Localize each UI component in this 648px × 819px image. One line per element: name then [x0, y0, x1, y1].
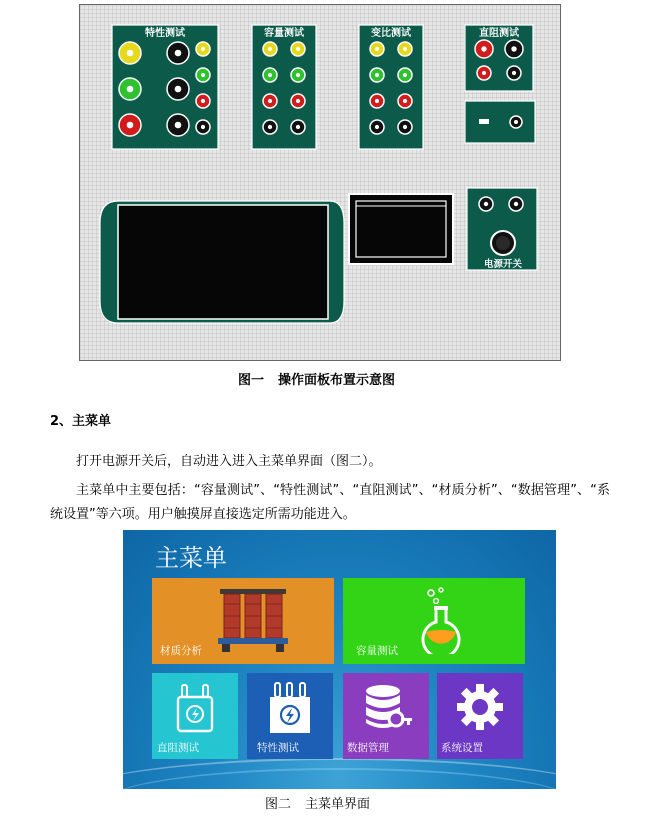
ratio-test-label: 变比测试: [371, 28, 411, 39]
tile-characteristic-test[interactable]: [247, 673, 333, 759]
terminal-jack-center: [201, 125, 205, 129]
ratio-test-box: [359, 25, 423, 149]
terminal-jack-center: [481, 46, 486, 51]
terminal-jack-center: [375, 73, 379, 77]
dc-resistance-test-label: 直阻测试: [479, 28, 519, 39]
aux-slot: [479, 119, 489, 124]
paragraph-power-on: 打开电源开关后，自动进入进入主菜单界面（图二）。: [76, 454, 382, 469]
tile-characteristic-test-label: 特性测试: [257, 742, 299, 754]
paragraph-menu-items: 主菜单中主要包括：“容量测试”、“特性测试”、“直阻测试”、“材质分析”、“数据管理”、“系统设置”等六项。用户触摸屏直接选定所需功能进入。: [50, 483, 610, 522]
tile-capacity-test-label: 容量测试: [356, 645, 398, 657]
panel-layout-diagram: [80, 5, 560, 360]
printer-body: [350, 195, 452, 263]
terminal-jack-center: [175, 50, 182, 57]
power-switch-label: 电源开关: [483, 259, 523, 270]
terminal-jack-center: [296, 73, 300, 77]
terminal-jack-center: [296, 125, 300, 129]
tile-material-analysis[interactable]: [152, 578, 334, 664]
aux-port-box: [465, 101, 535, 143]
capacity-test-label: 容量测试: [264, 28, 304, 39]
tile-system-settings-label: 系统设置: [441, 742, 483, 754]
figure1-caption-number: 图一: [238, 373, 265, 388]
tile-data-management-label: 数据管理: [347, 742, 389, 754]
terminal-jack-center: [296, 47, 300, 51]
terminal-jack-center: [268, 99, 272, 103]
capacity-test-box: [252, 25, 316, 149]
terminal-jack-center: [175, 122, 182, 129]
terminal-jack-center: [482, 71, 486, 75]
terminal-jack-center: [268, 47, 272, 51]
tile-dc-resistance-test[interactable]: [152, 673, 238, 759]
transformer-photo-icon: [214, 586, 292, 656]
flask-icon: [415, 586, 471, 654]
terminal-jack-center: [201, 99, 205, 103]
figure1-caption: [238, 369, 395, 388]
terminal-jack-center: [375, 125, 379, 129]
tile-material-analysis-label: 材质分析: [160, 645, 202, 657]
terminal-jack-center: [201, 47, 205, 51]
section-heading: 2、主菜单: [50, 414, 112, 429]
database-key-icon: [363, 683, 413, 733]
terminal-jack-center: [268, 125, 272, 129]
touchscreen-display: [118, 205, 328, 319]
terminal-jack-center: [403, 73, 407, 77]
terminal-jack-center: [127, 86, 134, 93]
transformer-bolt-icon: [267, 681, 313, 737]
terminal-jack-center: [403, 99, 407, 103]
terminal-jack-center: [375, 47, 379, 51]
terminal-jack-center: [127, 122, 134, 129]
terminal-jack-center: [127, 50, 134, 57]
terminal-jack-center: [403, 47, 407, 51]
panel-layout-figure: [79, 4, 561, 361]
tile-system-settings[interactable]: [437, 673, 523, 759]
terminal-jack-center: [512, 71, 516, 75]
terminal-jack-center: [375, 99, 379, 103]
terminal-jack-center: [175, 86, 182, 93]
terminal-jack-center: [268, 73, 272, 77]
power-box: [467, 188, 537, 270]
tile-capacity-test[interactable]: [343, 578, 525, 664]
terminal-jack-center: [511, 46, 516, 51]
figure2-caption: [265, 793, 370, 812]
figure2-caption-number: 图二: [265, 797, 292, 812]
characteristic-test-label: 特性测试: [145, 28, 185, 39]
main-menu-title: 主菜单: [155, 544, 227, 572]
tile-dc-resistance-test-label: 直阻测试: [157, 742, 199, 754]
gear-icon: [456, 683, 504, 731]
main-menu-screenshot: [123, 530, 556, 789]
terminal-jack-center: [201, 73, 205, 77]
figure1-caption-text: 操作面板布置示意图: [278, 373, 396, 388]
figure2-caption-text: 主菜单界面: [305, 797, 371, 812]
tile-data-management[interactable]: [343, 673, 429, 759]
terminal-jack-center: [403, 125, 407, 129]
terminal-jack-center: [296, 99, 300, 103]
transformer-bolt-icon: [176, 683, 214, 735]
